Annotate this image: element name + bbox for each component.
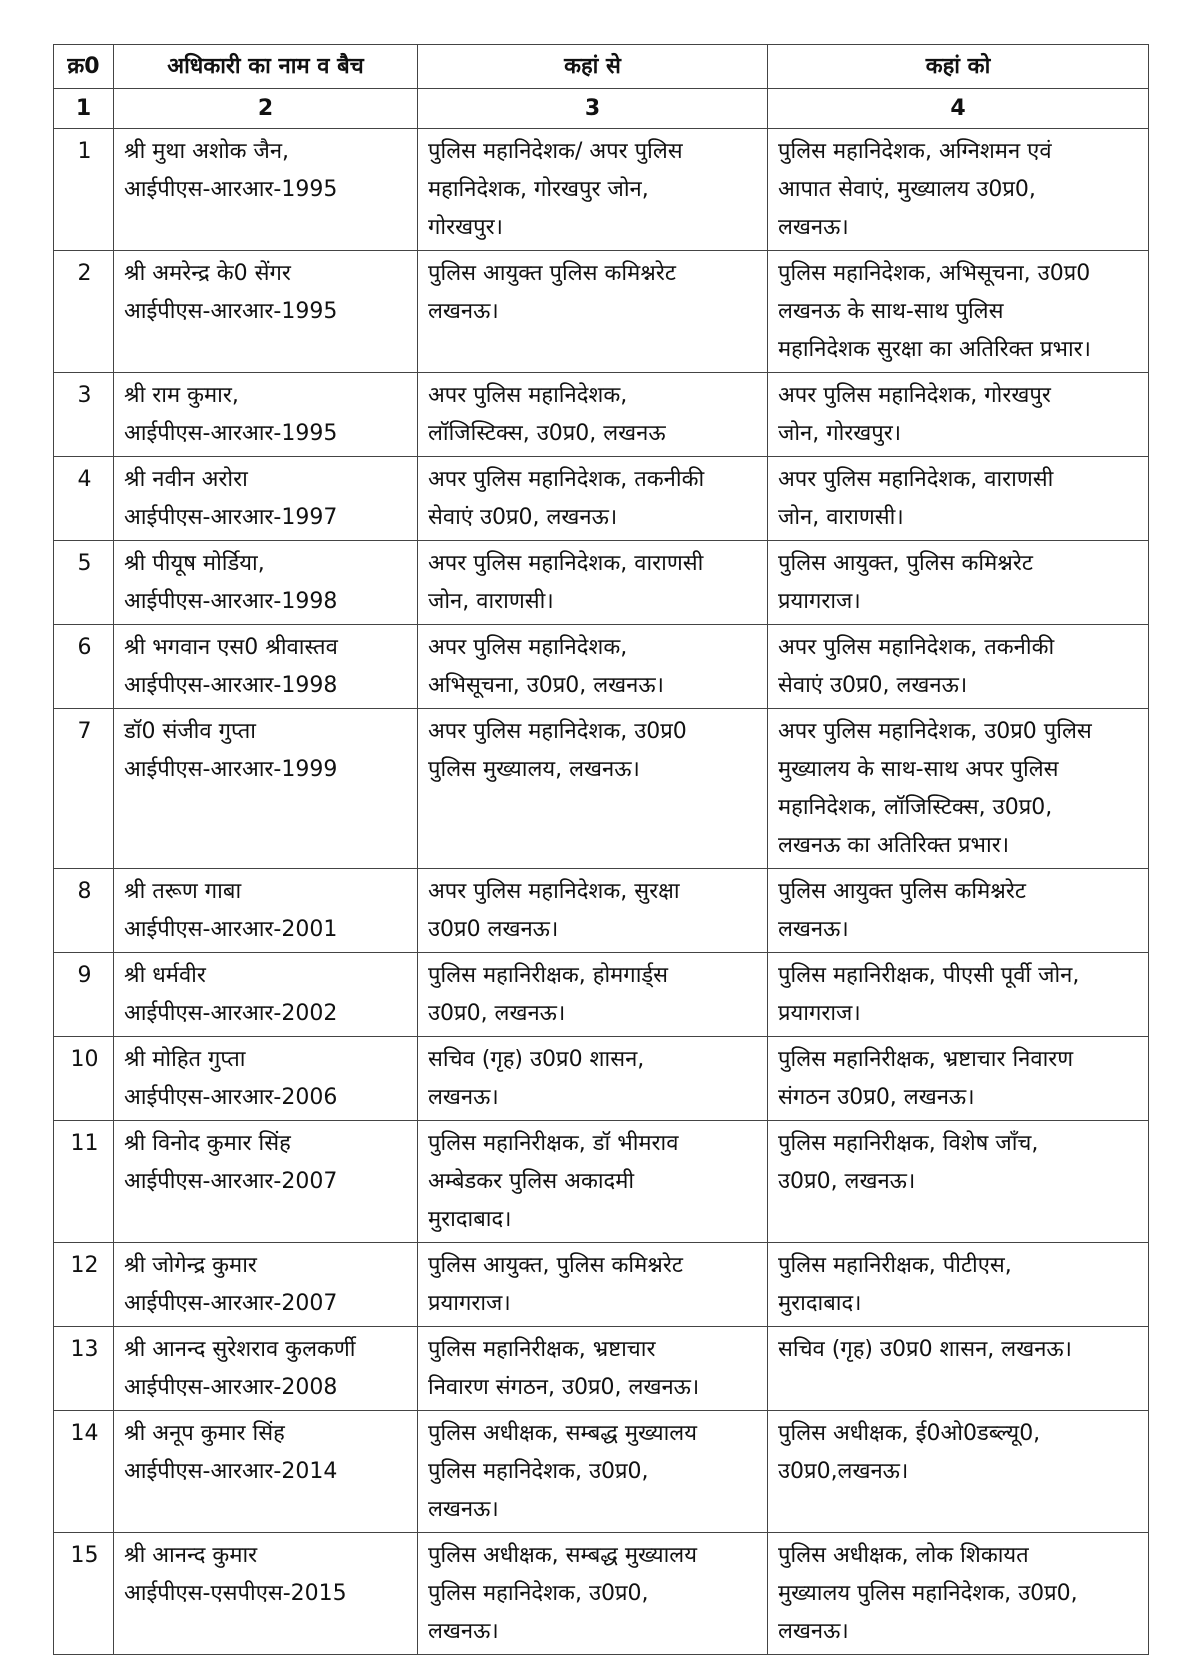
serial-number: 5 xyxy=(54,541,114,625)
to-cell: पुलिस महानिदेशक, अग्निशमन एवं आपात सेवाएं, मुख्यालय उ0प्र0, लखनऊ। xyxy=(768,129,1149,251)
officer-cell: श्री मोहित गुप्ता आईपीएस-आरआर-2006 xyxy=(114,1037,418,1121)
table-row xyxy=(54,457,1149,541)
from-cell: सचिव (गृह) उ0प्र0 शासन, लखनऊ। xyxy=(418,1037,768,1121)
serial-number: 9 xyxy=(54,953,114,1037)
transfer-table xyxy=(53,44,1149,1655)
officer-cell: श्री भगवान एस0 श्रीवास्तव आईपीएस-आरआर-1998 xyxy=(114,625,418,709)
to-cell: पुलिस अधीक्षक, लोक शिकायत मुख्यालय पुलिस महानिदेशक, उ0प्र0, लखनऊ। xyxy=(768,1533,1149,1655)
to-cell: सचिव (गृह) उ0प्र0 शासन, लखनऊ। xyxy=(768,1327,1149,1411)
officer-cell: श्री आनन्द सुरेशराव कुलकर्णी आईपीएस-आरआर-2008 xyxy=(114,1327,418,1411)
table-row xyxy=(54,541,1149,625)
to-cell: पुलिस महानिरीक्षक, पीएसी पूर्वी जोन, प्रयागराज। xyxy=(768,953,1149,1037)
to-cell: पुलिस महानिरीक्षक, भ्रष्टाचार निवारण संगठन उ0प्र0, लखनऊ। xyxy=(768,1037,1149,1121)
to-cell: अपर पुलिस महानिदेशक, उ0प्र0 पुलिस मुख्यालय के साथ-साथ अपर पुलिस महानिदेशक, लॉजिस्टिक्स, उ0प्र0, लखनऊ का अतिरिक्त प्रभार। xyxy=(768,709,1149,869)
serial-number: 8 xyxy=(54,869,114,953)
serial-number: 7 xyxy=(54,709,114,869)
to-cell: पुलिस आयुक्त पुलिस कमिश्नरेट लखनऊ। xyxy=(768,869,1149,953)
serial-number: 6 xyxy=(54,625,114,709)
officer-cell: श्री पीयूष मोर्डिया, आईपीएस-आरआर-1998 xyxy=(114,541,418,625)
from-cell: अपर पुलिस महानिदेशक, तकनीकी सेवाएं उ0प्र0, लखनऊ। xyxy=(418,457,768,541)
officer-cell: श्री आनन्द कुमार आईपीएस-एसपीएस-2015 xyxy=(114,1533,418,1655)
from-cell: अपर पुलिस महानिदेशक, लॉजिस्टिक्स, उ0प्र0, लखनऊ xyxy=(418,373,768,457)
header-to: कहां को xyxy=(768,45,1149,89)
officer-cell: श्री राम कुमार, आईपीएस-आरआर-1995 xyxy=(114,373,418,457)
serial-number: 15 xyxy=(54,1533,114,1655)
table-row xyxy=(54,1533,1149,1655)
officer-cell: श्री मुथा अशोक जैन, आईपीएस-आरआर-1995 xyxy=(114,129,418,251)
officer-cell: श्री धर्मवीर आईपीएस-आरआर-2002 xyxy=(114,953,418,1037)
table-row xyxy=(54,251,1149,373)
table-row xyxy=(54,869,1149,953)
table-row xyxy=(54,1121,1149,1243)
header-row xyxy=(54,45,1149,89)
table-row xyxy=(54,129,1149,251)
header-from: कहां से xyxy=(418,45,768,89)
header-officer: अधिकारी का नाम व बैच xyxy=(114,45,418,89)
serial-number: 13 xyxy=(54,1327,114,1411)
serial-number: 2 xyxy=(54,251,114,373)
officer-cell: श्री नवीन अरोरा आईपीएस-आरआर-1997 xyxy=(114,457,418,541)
table-row xyxy=(54,1411,1149,1533)
to-cell: पुलिस आयुक्त, पुलिस कमिश्नरेट प्रयागराज। xyxy=(768,541,1149,625)
officer-cell: श्री अनूप कुमार सिंह आईपीएस-आरआर-2014 xyxy=(114,1411,418,1533)
officer-cell: श्री तरूण गाबा आईपीएस-आरआर-2001 xyxy=(114,869,418,953)
from-cell: पुलिस महानिरीक्षक, भ्रष्टाचार निवारण संगठन, उ0प्र0, लखनऊ। xyxy=(418,1327,768,1411)
to-cell: अपर पुलिस महानिदेशक, तकनीकी सेवाएं उ0प्र0, लखनऊ। xyxy=(768,625,1149,709)
table-row xyxy=(54,953,1149,1037)
serial-number: 14 xyxy=(54,1411,114,1533)
from-cell: पुलिस अधीक्षक, सम्बद्ध मुख्यालय पुलिस महानिदेशक, उ0प्र0, लखनऊ। xyxy=(418,1533,768,1655)
from-cell: अपर पुलिस महानिदेशक, उ0प्र0 पुलिस मुख्यालय, लखनऊ। xyxy=(418,709,768,869)
to-cell: पुलिस महानिरीक्षक, विशेष जाँच, उ0प्र0, लखनऊ। xyxy=(768,1121,1149,1243)
table-row xyxy=(54,1037,1149,1121)
serial-number: 10 xyxy=(54,1037,114,1121)
to-cell: अपर पुलिस महानिदेशक, वाराणसी जोन, वाराणसी। xyxy=(768,457,1149,541)
column-number: 4 xyxy=(768,89,1149,129)
serial-number: 1 xyxy=(54,129,114,251)
column-number-row xyxy=(54,89,1149,129)
from-cell: अपर पुलिस महानिदेशक, अभिसूचना, उ0प्र0, लखनऊ। xyxy=(418,625,768,709)
to-cell: पुलिस महानिरीक्षक, पीटीएस, मुरादाबाद। xyxy=(768,1243,1149,1327)
serial-number: 12 xyxy=(54,1243,114,1327)
header-sno: क्र0 xyxy=(54,45,114,89)
from-cell: अपर पुलिस महानिदेशक, वाराणसी जोन, वाराणसी। xyxy=(418,541,768,625)
from-cell: पुलिस महानिदेशक/ अपर पुलिस महानिदेशक, गोरखपुर जोन, गोरखपुर। xyxy=(418,129,768,251)
table-row xyxy=(54,1327,1149,1411)
table-row xyxy=(54,373,1149,457)
to-cell: पुलिस महानिदेशक, अभिसूचना, उ0प्र0 लखनऊ के साथ-साथ पुलिस महानिदेशक सुरक्षा का अतिरिक्त प्रभार। xyxy=(768,251,1149,373)
to-cell: पुलिस अधीक्षक, ई0ओ0डब्ल्यू0, उ0प्र0,लखनऊ। xyxy=(768,1411,1149,1533)
column-number: 1 xyxy=(54,89,114,129)
table-row xyxy=(54,1243,1149,1327)
officer-cell: श्री विनोद कुमार सिंह आईपीएस-आरआर-2007 xyxy=(114,1121,418,1243)
from-cell: अपर पुलिस महानिदेशक, सुरक्षा उ0प्र0 लखनऊ। xyxy=(418,869,768,953)
from-cell: पुलिस आयुक्त पुलिस कमिश्नरेट लखनऊ। xyxy=(418,251,768,373)
officer-cell: श्री जोगेन्द्र कुमार आईपीएस-आरआर-2007 xyxy=(114,1243,418,1327)
from-cell: पुलिस महानिरीक्षक, होमगार्ड्स उ0प्र0, लखनऊ। xyxy=(418,953,768,1037)
serial-number: 3 xyxy=(54,373,114,457)
column-number: 3 xyxy=(418,89,768,129)
serial-number: 4 xyxy=(54,457,114,541)
from-cell: पुलिस आयुक्त, पुलिस कमिश्नरेट प्रयागराज। xyxy=(418,1243,768,1327)
serial-number: 11 xyxy=(54,1121,114,1243)
column-number: 2 xyxy=(114,89,418,129)
to-cell: अपर पुलिस महानिदेशक, गोरखपुर जोन, गोरखपुर। xyxy=(768,373,1149,457)
from-cell: पुलिस महानिरीक्षक, डॉ भीमराव अम्बेडकर पुलिस अकादमी मुरादाबाद। xyxy=(418,1121,768,1243)
table-row xyxy=(54,709,1149,869)
officer-cell: श्री अमरेन्द्र के0 सेंगर आईपीएस-आरआर-1995 xyxy=(114,251,418,373)
table-row xyxy=(54,625,1149,709)
from-cell: पुलिस अधीक्षक, सम्बद्ध मुख्यालय पुलिस महानिदेशक, उ0प्र0, लखनऊ। xyxy=(418,1411,768,1533)
officer-cell: डॉ0 संजीव गुप्ता आईपीएस-आरआर-1999 xyxy=(114,709,418,869)
